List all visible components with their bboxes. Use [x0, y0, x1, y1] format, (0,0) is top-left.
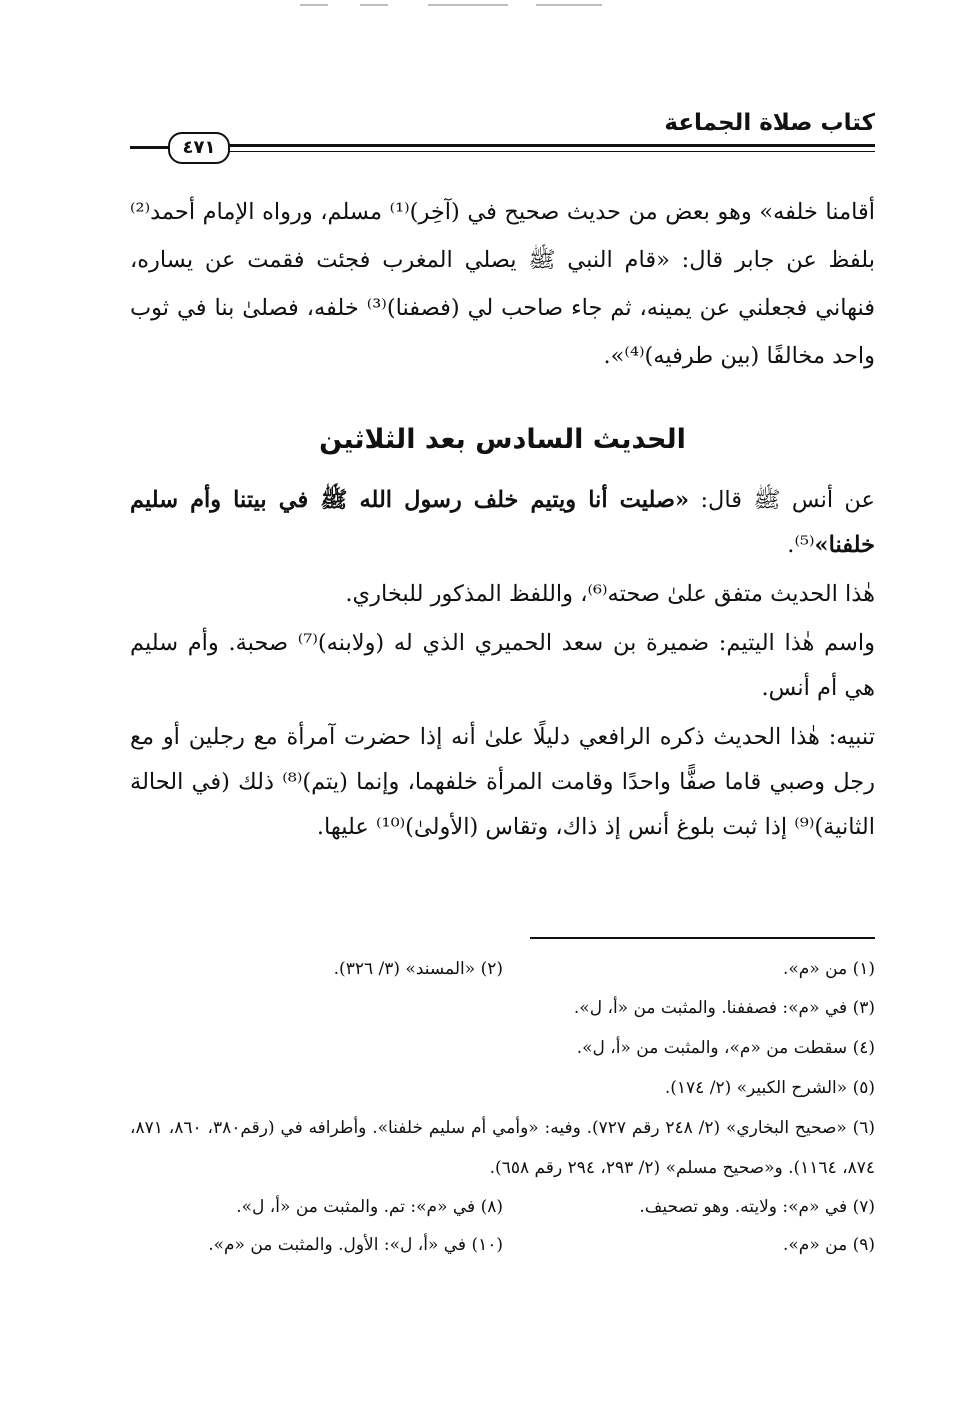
running-title: كتاب صلاة الجماعة	[664, 110, 875, 136]
page-number: ٤٧١	[168, 132, 230, 164]
footnote-4: (٤) سقطت من «م»، والمثبت من «أ، ل».	[576, 1038, 875, 1058]
footnote-3: (٣) في «م»: فصففنا. والمثبت من «أ، ل».	[573, 998, 875, 1018]
hadith-intro: عن أنس ﷺ قال:	[689, 487, 875, 513]
top-scan-marks	[0, 4, 980, 10]
hadith-text: «صليت أنا ويتيم خلف رسول الله ﷺ في بيتنا وأم سليم خلفنا»	[130, 487, 875, 558]
paragraph: واسم هٰذا اليتيم: ضميرة بن سعد الحميري الذي له (ولابنه)⁽⁷⁾ صحبة. وأم سليم هي أم أنس.	[130, 630, 876, 701]
footnote-5: (٥) «الشرح الكبير» (٢/ ١٧٤).	[664, 1078, 875, 1098]
footnote-6: (٦) «صحيح البخاري» (٢/ ٢٤٨ رقم ٧٢٧). وفيه: «وأمي أم سليم خلفنا». وأطرافه في (رقم٣٨٠، ٨٦٠، ٨٧١، ٨٧٤، ١١٦٤). و«صحيح مسلم» (٢/ ٢٩٣، ٢٩٤ رقم ٦٥٨).	[130, 1118, 876, 1178]
paragraph: هٰذا الحديث متفق علىٰ صحته⁽⁶⁾، واللفظ المذكور للبخاري.	[345, 581, 875, 607]
footnote-10: (١٠) في «أ، ل»: الأول. والمثبت من «م».	[208, 1235, 503, 1255]
section-heading: الحديث السادس بعد الثلاثين	[319, 424, 686, 455]
header-rule	[223, 144, 875, 147]
header-rule-left	[130, 146, 170, 149]
footnote-1: (١) من «م».	[783, 959, 875, 979]
page-header	[130, 110, 875, 160]
body-text-top	[130, 188, 875, 380]
paragraph: تنبيه: هٰذا الحديث ذكره الرافعي دليلًا علىٰ أنه إذا حضرت آمرأة مع رجلين أو مع رجل وصبي قاما صفًّا واحدًا وقامت المرأة خلفهما، وإنما (يتم)⁽⁸⁾ ذلك (في الحالة الثانية)⁽⁹⁾ إذا ثبت بلوغ أنس إذ ذاك، وتقاس (الأولىٰ)⁽¹⁰⁾ عليها.	[130, 724, 876, 840]
header-rule-thin	[223, 151, 875, 152]
footnote-row	[130, 1226, 875, 1264]
body-text-bottom	[130, 478, 875, 854]
footnote-2: (٢) «المسند» (٣/ ٣٢٦).	[333, 959, 503, 979]
hadith-ref: ⁽⁵⁾.	[787, 532, 815, 558]
footnote-7: (٧) في «م»: ولايته. وهو تصحيف.	[639, 1197, 875, 1217]
hadith-paragraph	[130, 478, 875, 568]
footnote-row	[130, 1188, 875, 1226]
footnote-separator	[530, 937, 875, 939]
paragraph: أقامنا خلفه» وهو بعض من حديث صحيح في (آخِر)⁽¹⁾ مسلم، ورواه الإمام أحمد⁽²⁾ بلفظ عن جابر قال: «قام النبي ﷺ يصلي المغرب فجئت فقمت عن يساره، فنهاني فجعلني عن يمينه، ثم جاء صاحب لي (فصفنا)⁽³⁾ خلفه، فصلىٰ بنا في ثوب واحد مخالفًا (بين طرفيه)⁽⁴⁾».	[130, 199, 876, 369]
footnote-8: (٨) في «م»: تم. والمثبت من «أ، ل».	[236, 1197, 503, 1217]
footnote-row	[130, 950, 875, 988]
footnotes	[130, 950, 875, 1264]
footnote-9: (٩) من «م».	[783, 1235, 875, 1255]
